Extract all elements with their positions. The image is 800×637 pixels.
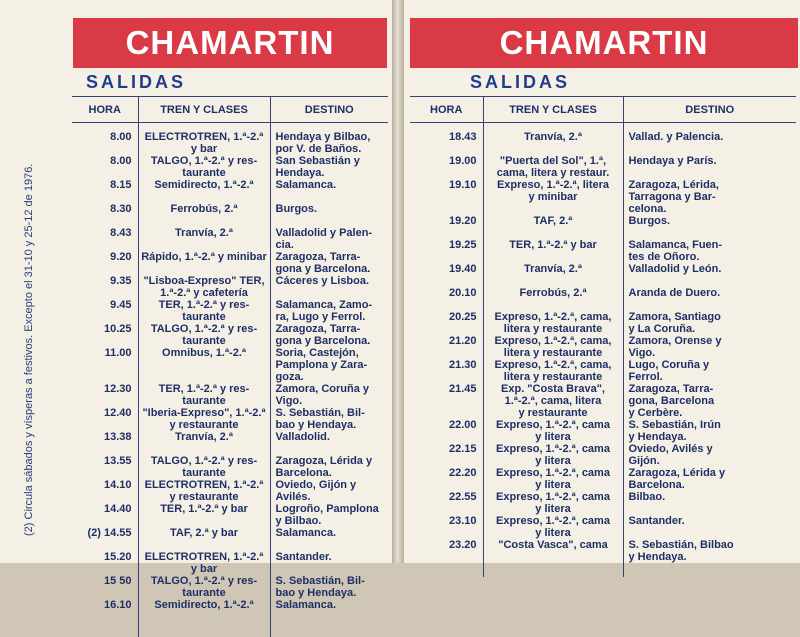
- timetable-row: [72, 251, 388, 275]
- train-type: TALGO, 1.ª-2.ª y res- taurante: [138, 323, 270, 347]
- destination: Lugo, Coruña y Ferrol.: [628, 359, 710, 383]
- departure-time: 8.00: [72, 131, 138, 155]
- timetable-row: [410, 335, 796, 359]
- timetable-row: [410, 179, 796, 215]
- train-type: TER, 1.ª-2.ª y res- taurante: [138, 383, 270, 407]
- destination: Zamora, Santiago y La Coruña.: [628, 311, 721, 335]
- destination: Zaragoza, Lérida y Barcelona.: [628, 467, 726, 491]
- train-type: Expreso, 1.ª-2.ª, cama y litera: [483, 515, 623, 539]
- train-type: Expreso, 1.ª-2.ª, cama, litera y restaurante: [483, 311, 623, 335]
- departure-time: 18.43: [410, 131, 483, 155]
- departure-time: 8.43: [72, 227, 138, 251]
- header-tren: TREN Y CLASES: [483, 97, 623, 123]
- destination: Santander.: [628, 515, 685, 527]
- timetable-row: [72, 383, 388, 407]
- departure-time: 12.30: [72, 383, 138, 407]
- departure-time: 19.25: [410, 239, 483, 263]
- destination: Hendaya y Bilbao, por V. de Baños.: [275, 131, 371, 155]
- departures-table-right: [410, 96, 796, 577]
- destination: Valladolid y León.: [628, 263, 722, 275]
- train-type: "Lisboa-Expreso" TER, 1.ª-2.ª y cafetería: [138, 275, 270, 299]
- spacer-row: [72, 123, 388, 132]
- left-page: [0, 0, 392, 611]
- train-type: TER, 1.ª-2.ª y bar: [483, 239, 623, 263]
- spacer-row: [410, 123, 796, 132]
- train-type: Tranvía, 2.ª: [138, 227, 270, 251]
- departure-time: 23.20: [410, 539, 483, 563]
- timetable-row: [410, 131, 796, 155]
- departure-time: 21.30: [410, 359, 483, 383]
- train-type: Tranvía, 2.ª: [483, 263, 623, 287]
- departure-time: 22.55: [410, 491, 483, 515]
- header-row: [72, 97, 388, 123]
- timetable-row: [410, 383, 796, 419]
- train-type: ELECTROTREN, 1.ª-2.ª y bar: [138, 551, 270, 575]
- timetable-row: [72, 323, 388, 347]
- timetable-row: [410, 419, 796, 443]
- departure-time: 14.10: [72, 479, 138, 503]
- timetable-row: [410, 239, 796, 263]
- departure-time: 12.40: [72, 407, 138, 431]
- destination: S. Sebastián, Bil- bao y Hendaya.: [275, 575, 365, 599]
- timetable-row: [72, 299, 388, 323]
- train-type: Tranvía, 2.ª: [138, 431, 270, 455]
- destination: Burgos.: [275, 203, 318, 215]
- train-type: Expreso, 1.ª-2.ª, cama, litera y restaurante: [483, 335, 623, 359]
- departures-subtitle: SALIDAS: [470, 72, 571, 92]
- train-type: TALGO, 1.ª-2.ª y res- taurante: [138, 455, 270, 479]
- train-type: Omnibus, 1.ª-2.ª: [138, 347, 270, 383]
- destination: Bilbao.: [628, 491, 666, 503]
- timetable-row: [72, 551, 388, 575]
- timetable-row: [72, 575, 388, 599]
- departure-time: 15.20: [72, 551, 138, 575]
- train-type: ELECTROTREN, 1.ª-2.ª y bar: [138, 131, 270, 155]
- train-type: Ferrobús, 2.ª: [483, 287, 623, 311]
- destination: Salamanca, Fuen- tes de Oñoro.: [628, 239, 723, 263]
- timetable-row: [72, 431, 388, 455]
- book-spine: [392, 0, 404, 563]
- timetable-row: [410, 155, 796, 179]
- timetable-row: [72, 455, 388, 479]
- departure-time: 22.00: [410, 419, 483, 443]
- departure-time: 14.40: [72, 503, 138, 527]
- destination: S. Sebastián, Bilbao y Hendaya.: [628, 539, 734, 563]
- destination: Cáceres y Lisboa.: [275, 275, 370, 287]
- header-tren: TREN Y CLASES: [138, 97, 270, 123]
- train-type: "Iberia-Expreso", 1.ª-2.ª y restaurante: [138, 407, 270, 431]
- station-title-banner: CHAMARTIN: [73, 18, 387, 68]
- destination: S. Sebastián, Irún y Hendaya.: [628, 419, 721, 443]
- header-hora: HORA: [72, 97, 138, 123]
- timetable-row: [410, 311, 796, 335]
- destination: San Sebastián y Hendaya.: [275, 155, 360, 179]
- train-type: "Costa Vasca", cama: [483, 539, 623, 563]
- departure-time: 16.10: [72, 599, 138, 623]
- destination: Vallad. y Palencia.: [628, 131, 724, 143]
- spacer-row: [72, 623, 388, 637]
- timetable-row: [410, 215, 796, 239]
- departure-time: 19.10: [410, 179, 483, 215]
- departure-time: 22.15: [410, 443, 483, 467]
- timetable-row: [410, 467, 796, 491]
- train-type: Exp. "Costa Brava", 1.ª-2.ª, cama, litera y restaurante: [483, 383, 623, 419]
- departure-time: 9.45: [72, 299, 138, 323]
- timetable-row: [410, 263, 796, 287]
- train-type: Tranvía, 2.ª: [483, 131, 623, 155]
- timetable-row: [410, 287, 796, 311]
- timetable-row: [410, 359, 796, 383]
- right-page: [404, 0, 800, 563]
- destination: Zamora, Coruña y Vigo.: [275, 383, 370, 407]
- train-type: Expreso, 1.ª-2.ª, cama y litera: [483, 491, 623, 515]
- train-type: Expreso, 1.ª-2.ª, cama y litera: [483, 467, 623, 491]
- destination: Oviedo, Gijón y Avilés.: [275, 479, 357, 503]
- destination: Salamanca.: [275, 179, 337, 191]
- departure-time: 22.20: [410, 467, 483, 491]
- departures-table-left: [72, 96, 388, 637]
- departure-time: 13.38: [72, 431, 138, 455]
- departure-time: 8.00: [72, 155, 138, 179]
- departure-time: 11.00: [72, 347, 138, 383]
- departure-time: 20.25: [410, 311, 483, 335]
- destination: Valladolid.: [275, 431, 330, 443]
- timetable-row: [72, 599, 388, 623]
- timetable-row: [72, 155, 388, 179]
- train-type: Semidirecto, 1.ª-2.ª: [138, 599, 270, 623]
- train-type: Expreso, 1.ª-2.ª, litera y minibar: [483, 179, 623, 215]
- destination: Burgos.: [628, 215, 671, 227]
- footnote-vertical: (2) Circula sábados y vísperas a festivos. Excepto el 31-10 y 25-12 de 1976.: [23, 163, 35, 536]
- header-row: [410, 97, 796, 123]
- timetable-row: [72, 503, 388, 527]
- timetable-row: [410, 491, 796, 515]
- destination: Hendaya y París.: [628, 155, 717, 167]
- destination: Zaragoza, Lérida, Tarragona y Bar- celona.: [628, 179, 719, 215]
- spacer-row: [410, 563, 796, 577]
- train-type: Expreso, 1.ª-2.ª, cama, litera y restaurante: [483, 359, 623, 383]
- departures-subtitle: SALIDAS: [86, 72, 187, 92]
- departure-time: 19.00: [410, 155, 483, 179]
- train-type: Expreso, 1.ª-2.ª, cama y litera: [483, 443, 623, 467]
- destination: Valladolid y Palen- cia.: [275, 227, 373, 251]
- timetable-row: [72, 527, 388, 551]
- train-type: Rápido, 1.ª-2.ª y minibar: [138, 251, 270, 275]
- departure-time: 20.10: [410, 287, 483, 311]
- destination: Zamora, Orense y Vigo.: [628, 335, 722, 359]
- destination: Logroño, Pamplona y Bilbao.: [275, 503, 379, 527]
- timetable-row: [72, 407, 388, 431]
- timetable-row: [72, 275, 388, 299]
- destination: Soria, Castejón, Pamplona y Zara- goza.: [275, 347, 368, 383]
- destination: Zaragoza, Tarra- gona y Barcelona.: [275, 251, 371, 275]
- train-type: Expreso, 1.ª-2.ª, cama y litera: [483, 419, 623, 443]
- train-type: TER, 1.ª-2.ª y res- taurante: [138, 299, 270, 323]
- timetable-row: [72, 131, 388, 155]
- timetable-row: [72, 227, 388, 251]
- timetable-row: [410, 443, 796, 467]
- train-type: TER, 1.ª-2.ª y bar: [138, 503, 270, 527]
- departure-time: 19.40: [410, 263, 483, 287]
- destination: Salamanca, Zamo- ra, Lugo y Ferrol.: [275, 299, 373, 323]
- departure-time: 9.20: [72, 251, 138, 275]
- departure-time: 9.35: [72, 275, 138, 299]
- destination: Aranda de Duero.: [628, 287, 721, 299]
- destination: Zaragoza, Tarra- gona, Barcelona y Cerbère.: [628, 383, 715, 419]
- timetable-row: [410, 515, 796, 539]
- timetable-row: [410, 539, 796, 563]
- train-type: Semidirecto, 1.ª-2.ª: [138, 179, 270, 203]
- departure-time: 21.20: [410, 335, 483, 359]
- departure-time: 19.20: [410, 215, 483, 239]
- destination: Oviedo, Avilés y Gijón.: [628, 443, 713, 467]
- train-type: TAF, 2.ª: [483, 215, 623, 239]
- destination: Salamanca.: [275, 599, 337, 611]
- train-type: ELECTROTREN, 1.ª-2.ª y restaurante: [138, 479, 270, 503]
- departure-time: 10.25: [72, 323, 138, 347]
- train-type: TALGO, 1.ª-2.ª y res- taurante: [138, 155, 270, 179]
- train-type: Ferrobús, 2.ª: [138, 203, 270, 227]
- destination: Zaragoza, Tarra- gona y Barcelona.: [275, 323, 371, 347]
- station-title-banner: CHAMARTIN: [410, 18, 798, 68]
- header-hora: HORA: [410, 97, 483, 123]
- departure-time: 21.45: [410, 383, 483, 419]
- header-destino: DESTINO: [270, 97, 388, 123]
- destination: Santander.: [275, 551, 332, 563]
- timetable-row: [72, 179, 388, 203]
- departure-time: 23.10: [410, 515, 483, 539]
- timetable-row: [72, 203, 388, 227]
- header-destino: DESTINO: [623, 97, 796, 123]
- departure-time: 8.15: [72, 179, 138, 203]
- timetable-row: [72, 347, 388, 383]
- departure-time: 8.30: [72, 203, 138, 227]
- train-type: "Puerta del Sol", 1.ª, cama, litera y restaur.: [483, 155, 623, 179]
- destination: Salamanca.: [275, 527, 337, 539]
- departure-time: 13.55: [72, 455, 138, 479]
- departure-time: (2) 14.55: [72, 527, 138, 551]
- destination: Zaragoza, Lérida y Barcelona.: [275, 455, 373, 479]
- timetable-row: [72, 479, 388, 503]
- departure-time: 15 50: [72, 575, 138, 599]
- destination: S. Sebastián, Bil- bao y Hendaya.: [275, 407, 365, 431]
- train-type: TAF, 2.ª y bar: [138, 527, 270, 551]
- train-type: TALGO, 1.ª-2.ª y res- taurante: [138, 575, 270, 599]
